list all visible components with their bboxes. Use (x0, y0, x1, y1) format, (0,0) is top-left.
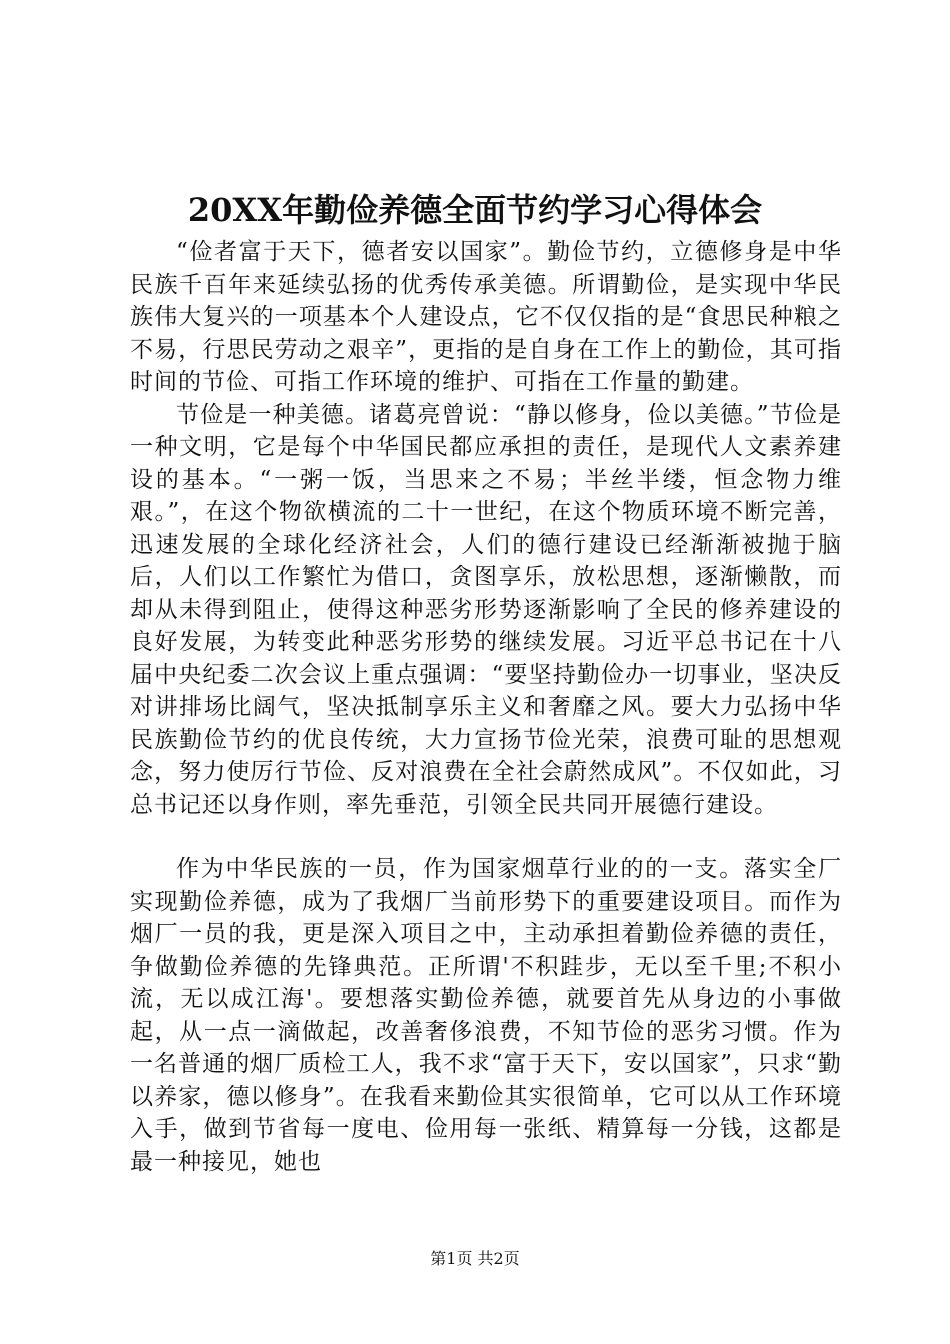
paragraph-3: 作为中华民族的一员，作为国家烟草行业的的一支。落实全厂实现勤俭养德，成为了我烟厂当前形势下的重要建设项目。而作为烟厂一员的我，更是深入项目之中，主动承担着勤俭养德的责任，争做勤俭养德的先锋典范。正所谓'不积跬步，无以至千里;不积小流，无以成江海'。要想落实勤俭养德，就要首先从身边的小事做起，从一点一滴做起，改善奢侈浪费，不知节俭的恶劣习惯。作为一名普通的烟厂质检工人，我不求“富于天下，安以国家”，只求“勤以养家，德以修身”。在我看来勤俭其实很简单，它可以从工作环境入手，做到节省每一度电、俭用每一张纸、精算每一分钱，这都是最一种接见，她也 (130, 856, 842, 1175)
paragraph-1: “俭者富于天下，德者安以国家”。勤俭节约，立德修身是中华民族千百年来延续弘扬的优秀传承美德。所谓勤俭，是实现中华民族伟大复兴的一项基本个人建设点，它不仅仅指的是“食思民种粮之不易，行思民劳动之艰辛”，更指的是自身在工作上的勤俭，其可指时间的节俭、可指工作环境的维护、可指在工作量的勤建。 (130, 239, 842, 395)
document-body (130, 236, 842, 1178)
paragraph-2: 节俭是一种美德。诸葛亮曾说：“静以修身，俭以美德。”节俭是一种文明，它是每个中华国民都应承担的责任，是现代人文素养建设的基本。“一粥一饭，当思来之不易；半丝半缕，恒念物力维艰。”，在这个物欲横流的二十一世纪，在这个物质环境不断完善，迅速发展的全球化经济社会，人们的德行建设已经渐渐被抛于脑后，人们以工作繁忙为借口，贪图享乐，放松思想，逐渐懒散，而却从未得到阻止，使得这种恶劣形势逐渐影响了全民的修养建设的良好发展，为转变此种恶劣形势的继续发展。习近平总书记在十八届中央纪委二次会议上重点强调：“要坚持勤俭办一切事业，坚决反对讲排场比阔气，坚决抵制享乐主义和奢靡之风。要大力弘扬中华民族勤俭节约的优良传统，大力宣扬节俭光荣，浪费可耻的思想观念，努力使厉行节俭、反对浪费在全社会蔚然成风”。不仅如此，习总书记还以身作则，率先垂范，引领全民共同开展德行建设。 (130, 401, 842, 818)
page-footer: 第1页 共2页 (430, 1249, 520, 1268)
document-title: 20XX年勤俭养德全面节约学习心得体会 (187, 191, 763, 229)
